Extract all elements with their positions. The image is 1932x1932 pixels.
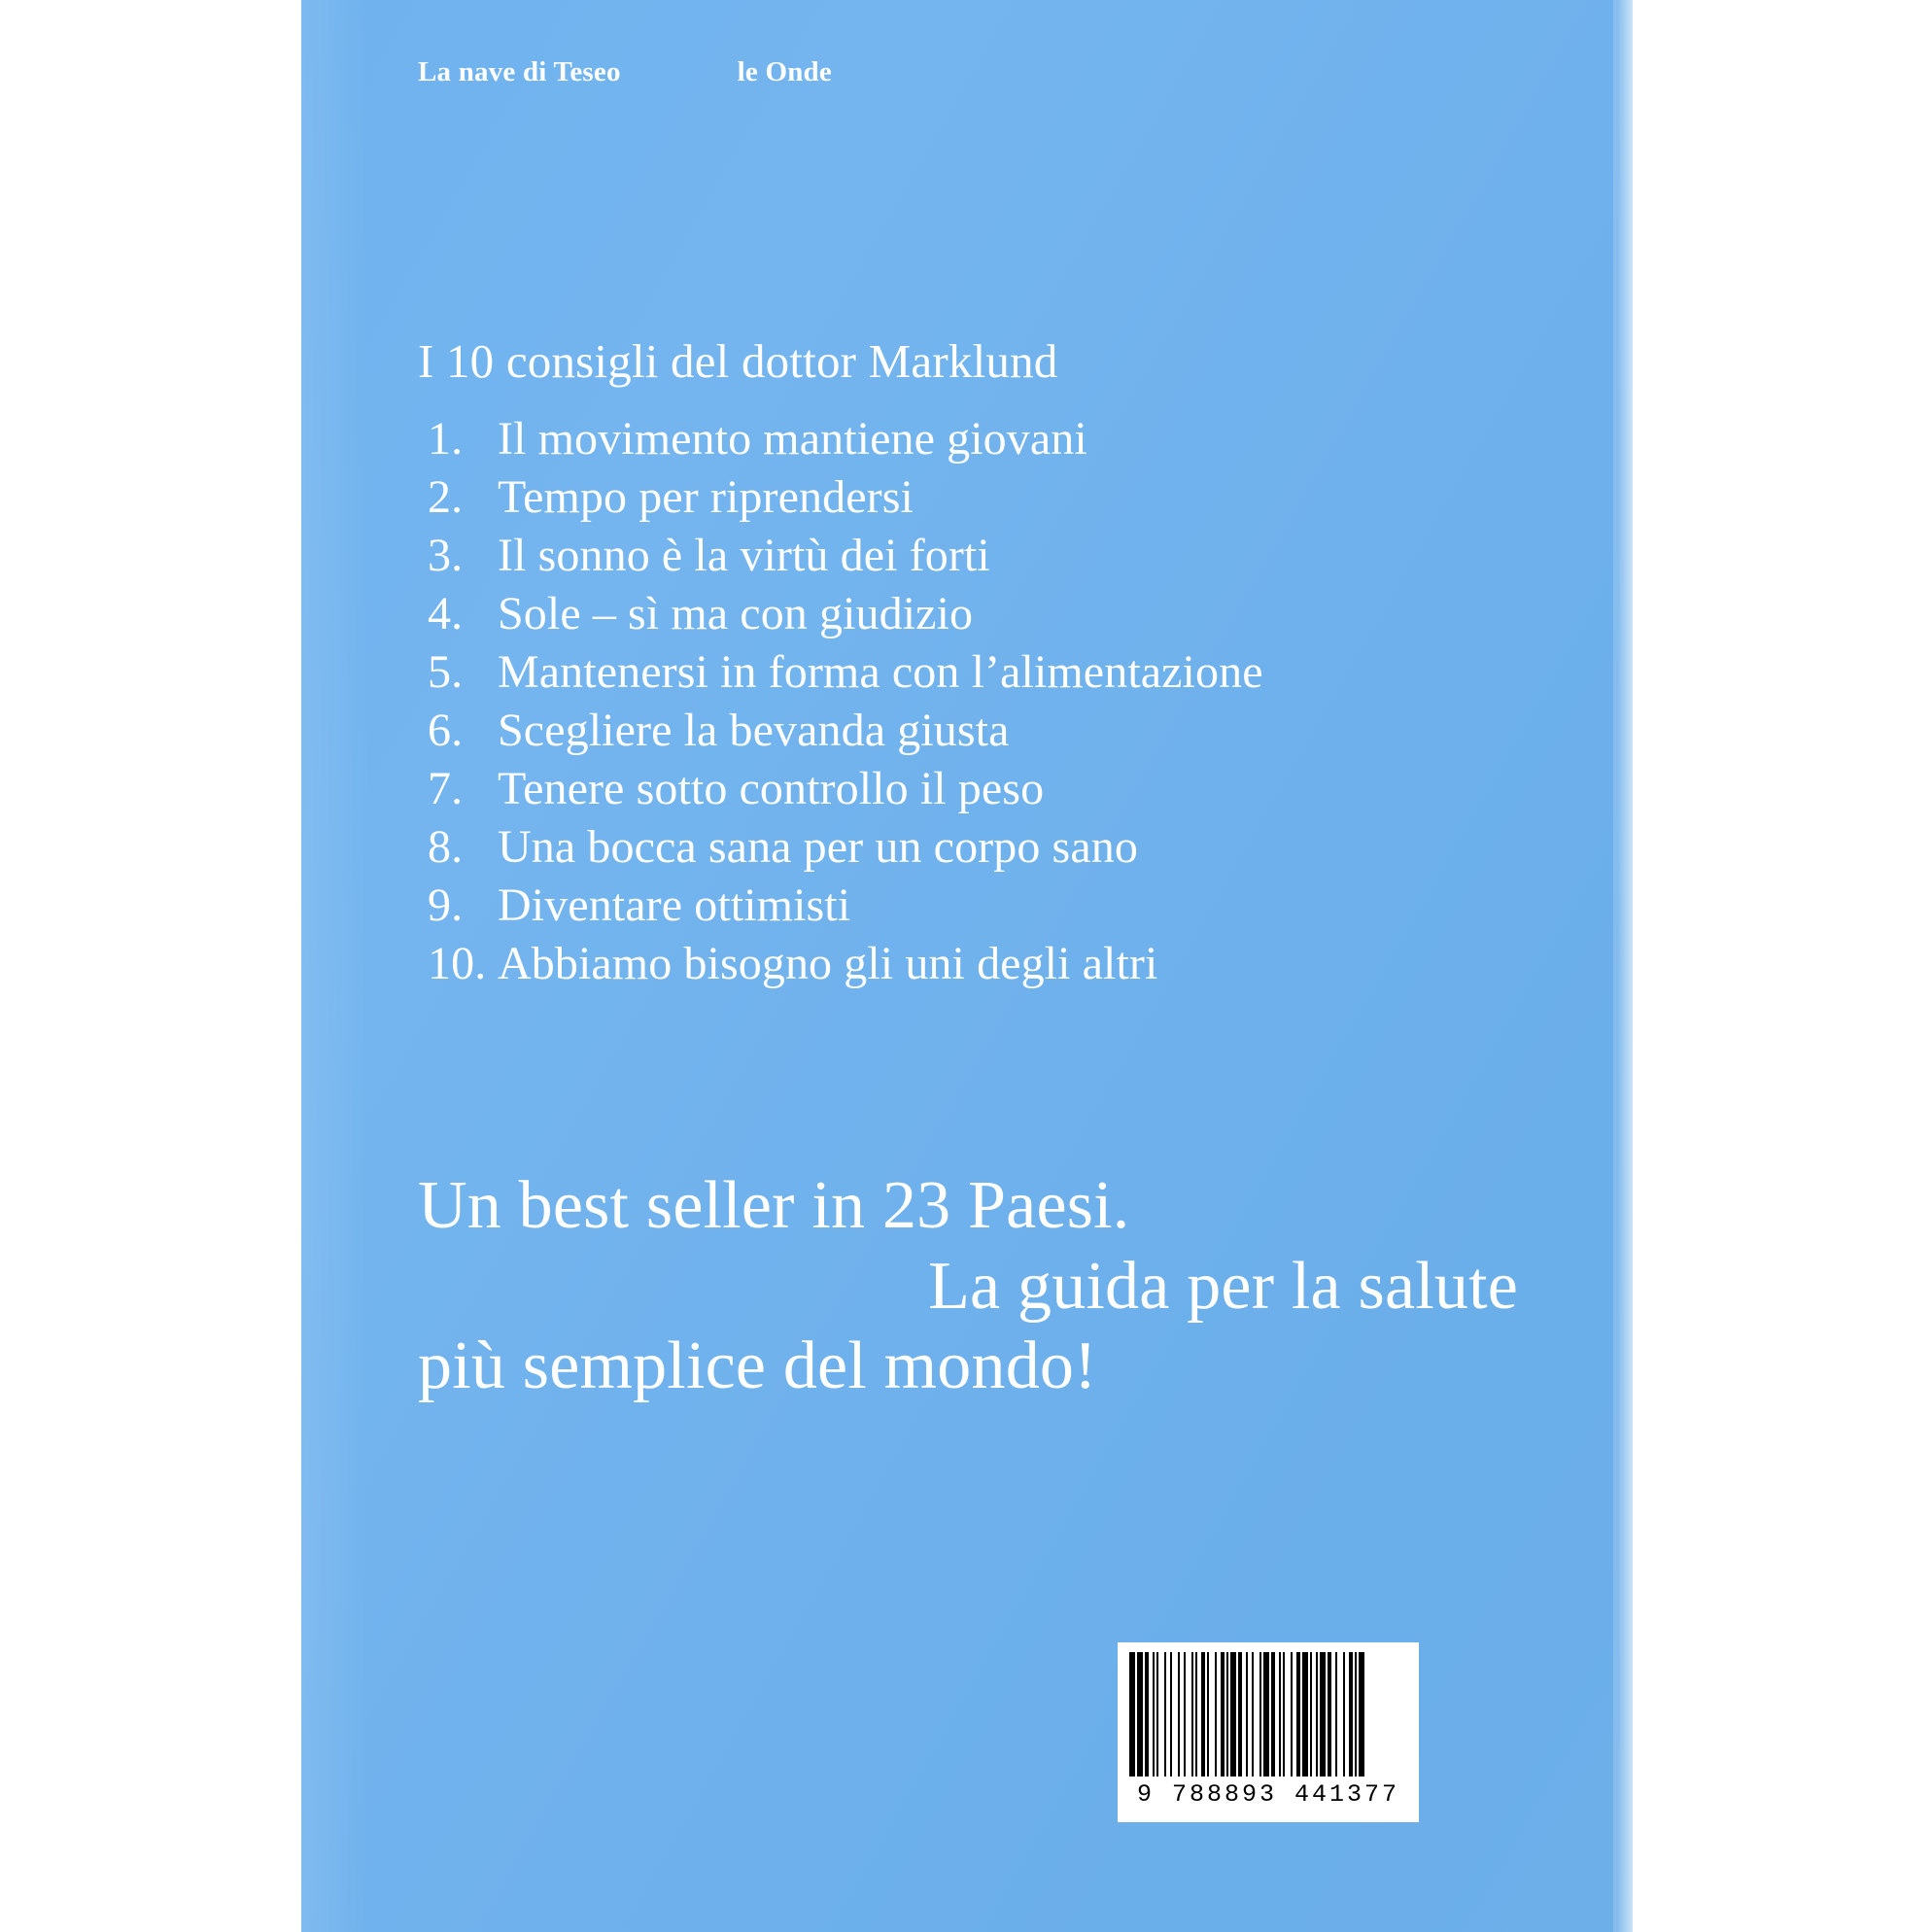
tip-text: Scegliere la bevanda giusta — [498, 704, 1010, 756]
tagline-line-1: Un best seller in 23 Paesi. — [418, 1168, 1130, 1243]
tips-section — [418, 335, 1535, 993]
cover-page-edge — [1619, 0, 1633, 1932]
tip-text: Diventare ottimisti — [498, 879, 851, 931]
list-item — [418, 468, 1535, 527]
list-item — [418, 410, 1535, 468]
tagline — [418, 1166, 1545, 1407]
barcode-bar — [1359, 1652, 1364, 1777]
list-item — [418, 527, 1535, 585]
tips-list — [418, 410, 1535, 993]
list-item — [418, 643, 1535, 702]
cover-left-shading — [301, 0, 369, 1932]
tip-text: Mantenersi in forma con l’alimentazione — [498, 645, 1263, 698]
publisher-header — [418, 56, 832, 88]
list-item — [418, 935, 1535, 993]
tip-text: Il sonno è la virtù dei forti — [498, 529, 990, 581]
tip-text: Il movimento mantiene giovani — [498, 412, 1087, 465]
tip-number: 5. — [428, 645, 464, 698]
list-item — [418, 585, 1535, 643]
tip-number: 1. — [428, 412, 464, 465]
tip-number: 3. — [428, 529, 464, 581]
tip-number: 2. — [428, 470, 464, 523]
tagline-line-3: più semplice del mondo! — [418, 1328, 1097, 1404]
list-item — [418, 760, 1535, 818]
tip-text: Sole – sì ma con giudizio — [498, 587, 974, 639]
tip-number: 9. — [428, 879, 464, 931]
list-item — [418, 877, 1535, 935]
barcode-bars — [1129, 1652, 1407, 1777]
tip-number: 10. — [428, 937, 487, 989]
tip-text: Una bocca sana per un corpo sano — [498, 820, 1138, 873]
list-item — [418, 702, 1535, 760]
series-name: le Onde — [737, 56, 832, 87]
tip-text: Tempo per riprendersi — [498, 470, 914, 523]
barcode-digits: 9 788893 441377 — [1136, 1780, 1400, 1809]
tip-number: 8. — [428, 820, 464, 873]
barcode — [1118, 1642, 1419, 1822]
book-cover — [301, 0, 1633, 1932]
tips-heading: I 10 consigli del dottor Marklund — [418, 334, 1058, 388]
tip-number: 6. — [428, 704, 464, 756]
tagline-line-2: La guida per la salute — [928, 1248, 1518, 1324]
tip-number: 7. — [428, 762, 464, 814]
publisher-name: La nave di Teseo — [418, 56, 621, 87]
tip-text: Abbiamo bisogno gli uni degli altri — [498, 937, 1158, 989]
tip-number: 4. — [428, 587, 464, 639]
tip-text: Tenere sotto controllo il peso — [498, 762, 1045, 814]
list-item — [418, 818, 1535, 877]
